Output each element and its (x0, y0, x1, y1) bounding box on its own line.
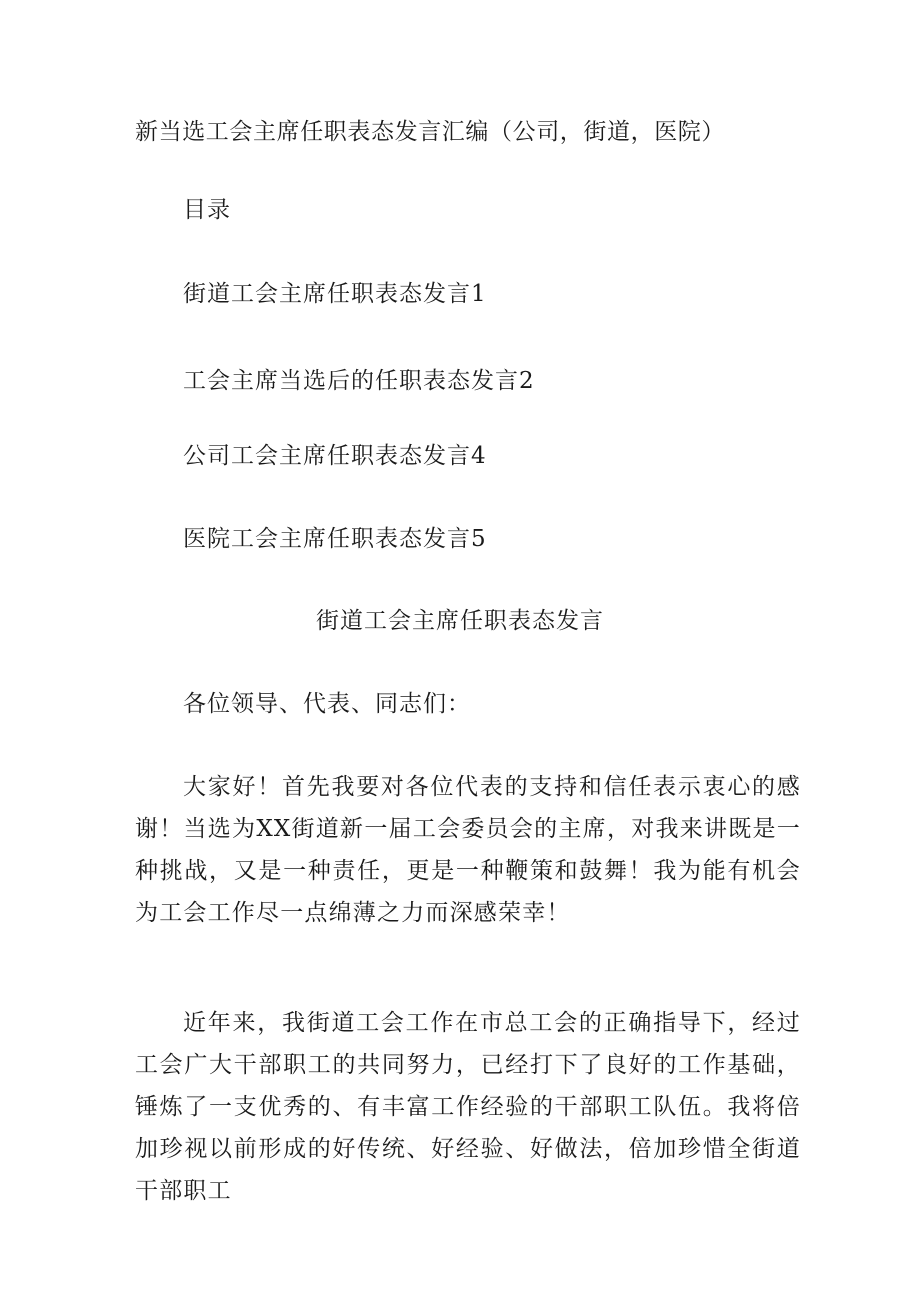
body-paragraph: 近年来，我街道工会工作在市总工会的正确指导下，经过工会广大干部职工的共同努力，已经打下了良好的工作基础，锤炼了一支优秀的、有丰富工作经验的干部职工队伍。我将倍加珍视以前形成的好传统、好经验、好做法，倍加珍惜全街道干部职工 (135, 1010, 801, 1204)
toc-item[interactable]: 街道工会主席任职表态发言1 (183, 281, 487, 307)
toc-heading: 目录 (183, 197, 231, 223)
toc-item[interactable]: 医院工会主席任职表态发言5 (183, 526, 487, 552)
body-paragraph: 大家好！首先我要对各位代表的支持和信任表示衷心的感谢！当选为XX街道新一届工会委员会的主席，对我来讲既是一种挑战，又是一种责任，更是一种鞭策和鼓舞！我为能有机会为工会工作尽一点绵薄之力而深感荣幸！ (135, 774, 801, 926)
toc-item[interactable]: 工会主席当选后的任职表态发言2 (183, 368, 535, 394)
salutation: 各位领导、代表、同志们： (183, 691, 471, 717)
document-title: 新当选工会主席任职表态发言汇编（公司，街道，医院） (135, 119, 725, 145)
section-title: 街道工会主席任职表态发言 (316, 608, 604, 634)
toc-item[interactable]: 公司工会主席任职表态发言4 (183, 443, 487, 469)
